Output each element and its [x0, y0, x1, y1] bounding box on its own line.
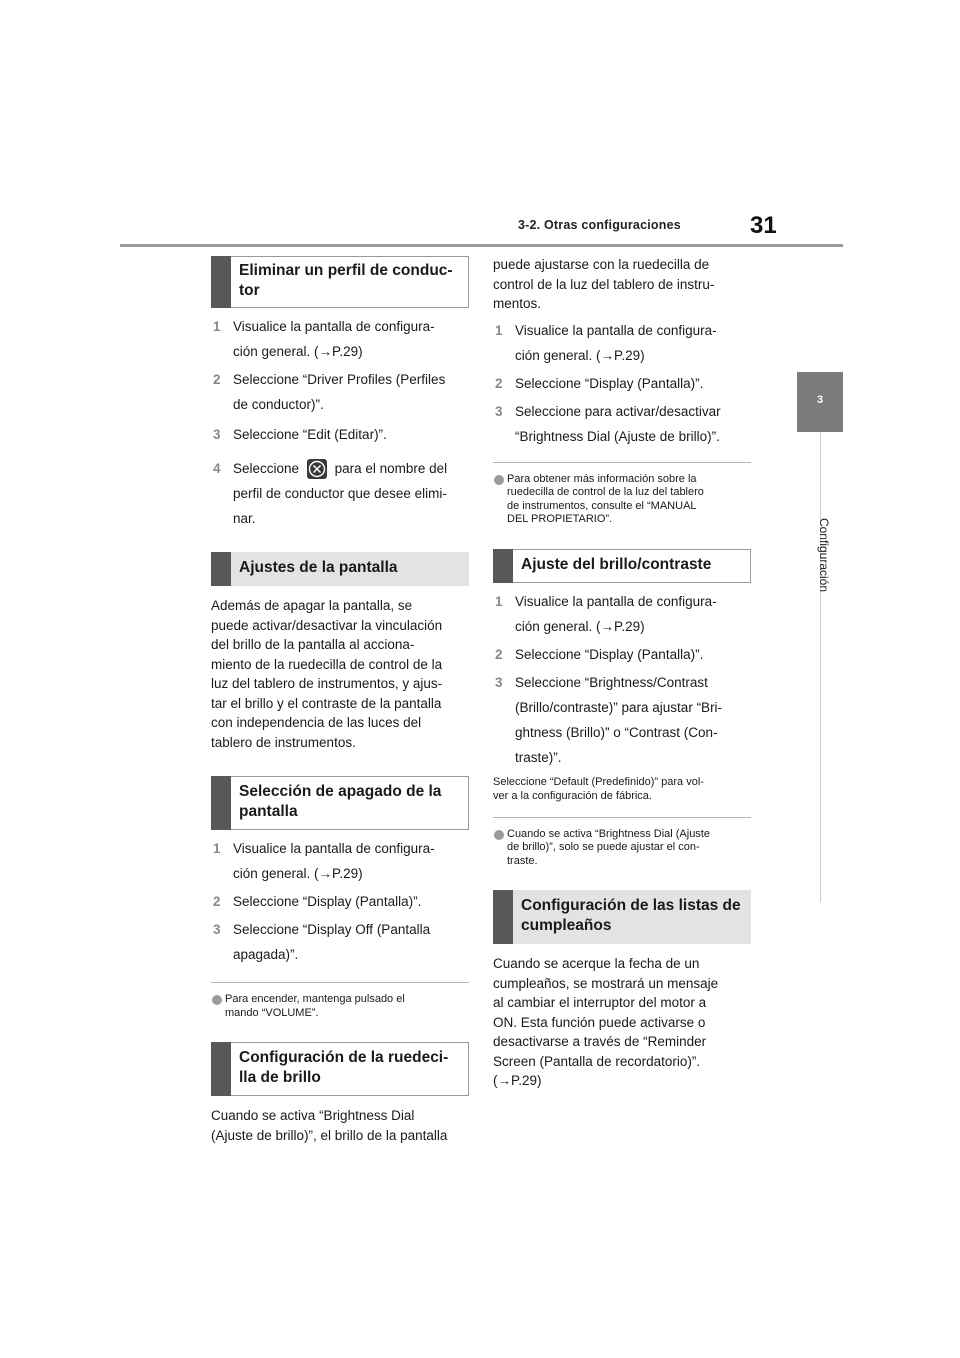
- step-text: Visualice la pantalla de configura-: [515, 593, 717, 609]
- right-column: [493, 255, 751, 1091]
- step-text: [233, 458, 469, 480]
- note: Para obtener más información sobre la ruedecilla de control de la luz del tablero de instrumentos, consulte el “MANUAL DEL PROPIETARIO”.: [493, 462, 751, 527]
- step-item: [211, 838, 469, 885]
- heading-line: pantalla: [239, 803, 298, 820]
- step-text: Seleccione para activar/desactivar: [515, 403, 721, 419]
- small-note: Seleccione “Default (Predefinido)” para vol- ver a la configuración de fábrica.: [493, 775, 704, 802]
- step-item: [493, 401, 751, 448]
- heading-bar: [493, 890, 513, 944]
- section-heading-birthday-lists: [493, 890, 751, 944]
- section-heading-display-settings: [211, 552, 469, 586]
- heading-line: tor: [239, 282, 260, 299]
- heading-line: Ajustes de la pantalla: [239, 559, 398, 576]
- step-text: Seleccione “Display (Pantalla)”.: [515, 375, 704, 391]
- heading-line: Eliminar un perfil de conduc-: [239, 262, 453, 279]
- step-text: ghtness (Brillo)” o “Contrast (Con-: [515, 724, 718, 740]
- step-number: 2: [495, 646, 503, 662]
- step-number: 2: [495, 375, 503, 391]
- step-number: 3: [495, 674, 503, 690]
- tab-divider: [820, 432, 821, 902]
- step-item: [211, 369, 469, 416]
- step-number: 2: [213, 372, 221, 387]
- left-column: [211, 256, 469, 1145]
- step-text: Seleccione “Display (Pantalla)”.: [233, 894, 422, 909]
- heading-line: Configuración de la ruedeci-: [239, 1049, 449, 1066]
- step-number: 1: [495, 593, 503, 609]
- step-item: [211, 458, 469, 530]
- step-text: perfil de conductor que desee elimi-: [233, 486, 447, 501]
- section-title: 3-2. Otras configuraciones: [518, 218, 681, 232]
- step-text: traste)”.: [515, 749, 562, 765]
- heading-line: Configuración de las listas de: [521, 897, 741, 914]
- step-text: Seleccione “Display (Pantalla)”.: [515, 646, 704, 662]
- paragraph: Cuando se acerque la fecha de un cumpleaños, se mostrará un mensaje al cambiar el interruptor del motor a ON. Esta función puede activarse o desactivarse a través de “Reminder Screen (Pantalla de recordatorio)”. (→P.29): [493, 956, 719, 1088]
- step-number: 1: [495, 322, 503, 338]
- bullet-icon: [494, 475, 504, 485]
- step-text: nar.: [233, 511, 256, 526]
- step-text-a: Seleccione: [233, 461, 300, 476]
- step-text: ción general. (→P.29): [233, 344, 363, 359]
- step-item: [211, 919, 469, 966]
- heading-line: lla de brillo: [239, 1069, 321, 1086]
- paragraph: Además de apagar la pantalla, se puede activar/desactivar la vinculación del brillo de la pantalla al acciona- miento de la ruedecilla de control de la luz del tablero de instrumentos, y ajus- tar el brillo y el contraste de la pantalla con independencia de las luces del tablero de instrumentos.: [211, 598, 443, 750]
- section-heading-brightness-contrast: [493, 549, 751, 583]
- step-number: 3: [213, 922, 221, 937]
- heading-line: Ajuste del brillo/contraste: [521, 555, 712, 573]
- heading-bar: [211, 256, 231, 308]
- step-item: [493, 373, 751, 395]
- step-text: Seleccione “Edit (Editar)”.: [233, 427, 387, 442]
- step-item: [211, 316, 469, 363]
- step-text: ción general. (→P.29): [515, 618, 645, 634]
- heading-line: cumpleaños: [521, 917, 612, 934]
- step-text: “Brightness Dial (Ajuste de brillo)”.: [515, 428, 720, 444]
- step-number: 3: [495, 403, 503, 419]
- section-heading-brightness-dial: [211, 1042, 469, 1096]
- step-text: de conductor)”.: [233, 397, 324, 412]
- bullet-icon: [212, 995, 222, 1005]
- paragraph: Cuando se activa “Brightness Dial (Ajuste de brillo)”, el brillo de la pantalla: [211, 1108, 448, 1143]
- page-number: 31: [750, 212, 777, 239]
- step-number: 3: [213, 427, 221, 442]
- bullet-icon: [494, 830, 504, 840]
- step-number: 1: [213, 841, 221, 856]
- step-item: [493, 591, 751, 638]
- heading-line: Selección de apagado de la: [239, 783, 442, 800]
- step-text: Visualice la pantalla de configura-: [233, 319, 435, 334]
- step-item: [211, 891, 469, 913]
- chapter-tab: [797, 372, 843, 432]
- step-number: 2: [213, 894, 221, 909]
- step-item: [493, 672, 751, 769]
- chapter-number: 3: [816, 394, 824, 406]
- step-item: [493, 644, 751, 666]
- chapter-label: Configuración: [817, 517, 831, 593]
- section-heading-delete-profile: [211, 256, 469, 308]
- section-heading-screen-off: [211, 776, 469, 830]
- step-text: Visualice la pantalla de configura-: [233, 841, 435, 856]
- step-text: Seleccione “Display Off (Pantalla: [233, 922, 431, 937]
- note: Cuando se activa “Brightness Dial (Ajuste de brillo)”, solo se puede ajustar el con- traste.: [493, 817, 751, 869]
- header-divider: [120, 244, 843, 247]
- step-text: ción general. (→P.29): [515, 347, 645, 363]
- step-text: Visualice la pantalla de configura-: [515, 322, 717, 338]
- step-text: ción general. (→P.29): [233, 866, 363, 881]
- step-text-b: para el nombre del: [334, 461, 448, 476]
- step-item: [493, 320, 751, 367]
- heading-bar: [211, 1042, 231, 1096]
- step-text: (Brillo/contraste)” para ajustar “Bri-: [515, 699, 723, 715]
- note: Para encender, mantenga pulsado el mando “VOLUME”.: [211, 982, 469, 1020]
- step-text: Seleccione “Brightness/Contrast: [515, 674, 708, 690]
- heading-bar: [493, 549, 513, 583]
- paragraph: puede ajustarse con la ruedecilla de control de la luz del tablero de instru- mentos.: [493, 257, 715, 311]
- step-number: 1: [213, 319, 221, 334]
- step-number: 4: [213, 461, 221, 476]
- delete-x-icon: [307, 459, 327, 479]
- step-text: apagada)”.: [233, 947, 299, 962]
- step-item: [211, 424, 469, 446]
- step-text: Seleccione “Driver Profiles (Perfiles: [233, 372, 446, 387]
- heading-bar: [211, 552, 231, 586]
- heading-bar: [211, 776, 231, 830]
